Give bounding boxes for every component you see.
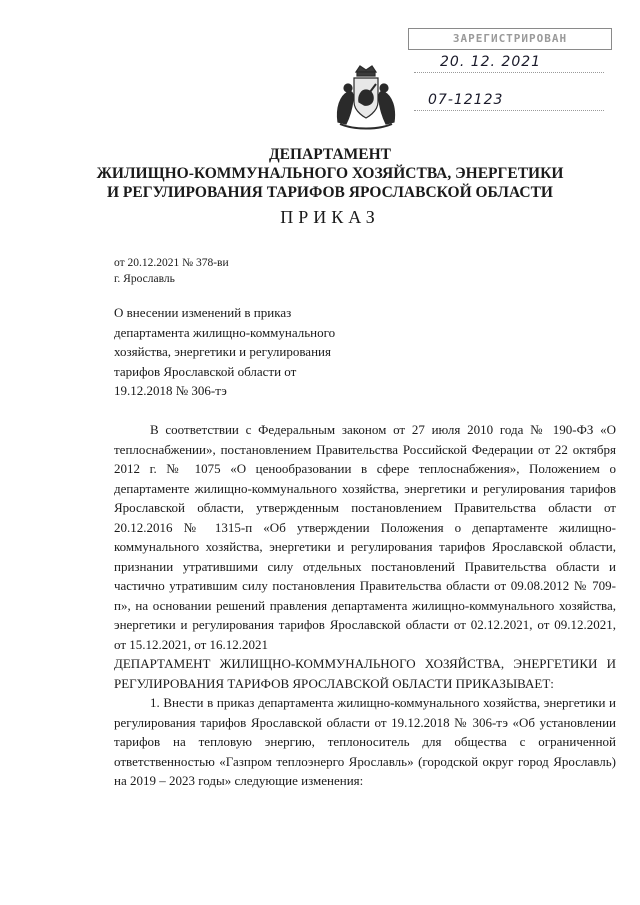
dept-title-line3: И РЕГУЛИРОВАНИЯ ТАРИФОВ ЯРОСЛАВСКОЙ ОБЛАСТИ bbox=[107, 184, 553, 201]
document-body bbox=[114, 420, 616, 791]
registration-stamp bbox=[400, 26, 618, 112]
order-city: г. Ярославль bbox=[114, 273, 175, 285]
stamp-number-line bbox=[414, 110, 604, 111]
document-type-title: ПРИКАЗ bbox=[280, 207, 380, 227]
dept-title-line1: ДЕПАРТАМЕНТ bbox=[268, 146, 392, 163]
stamp-header: ЗАРЕГИСТРИРОВАН bbox=[408, 28, 612, 50]
dept-title-line2: ЖИЛИЩНО-КОММУНАЛЬНОГО ХОЗЯЙСТВА, ЭНЕРГЕТИКИ bbox=[96, 165, 564, 182]
stamp-number: 07-12123 bbox=[428, 92, 504, 108]
order-date-number: от 20.12.2021 № 378-ви bbox=[114, 257, 229, 269]
stamp-date-line bbox=[414, 72, 604, 73]
orders-paragraph: ДЕПАРТАМЕНТ ЖИЛИЩНО-КОММУНАЛЬНОГО ХОЗЯЙСТВА, ЭНЕРГЕТИКИ И РЕГУЛИРОВАНИЯ ТАРИФОВ ЯРОСЛАВСКОЙ ОБЛАСТИ ПРИКАЗЫВАЕТ: bbox=[114, 656, 616, 691]
preamble-paragraph: В соответствии с Федеральным законом от 27 июля 2010 года № 190-ФЗ «О теплоснабжении», постановлением Правительства Российской Федерации от 22 октября 2012 г. № 1075 «О ценообразовании в сфере теплоснабжения», Положением о департаменте жилищно-коммунального хозяйства, энергетики и регулирования тарифов Ярославской области, утвержденным постановлением Правительства области от 20.12.2016 № 1315-п «Об утверждении Положения о департаменте жилищно-коммунального хозяйства, энергетики и регулирования тарифов Ярославской области, признании утратившими силу отдельных постановлений Правительства области и частично утратившим силу постановления Правительства области от 09.08.2012 № 709-п», на основании решений правления департамента жилищно-коммунального хозяйства, энергетики и регулирования тарифов Ярославской области от 02.12.2021, от 09.12.2021, от 15.12.2021, от 16.12.2021 bbox=[114, 422, 616, 652]
stamp-date: 20. 12. 2021 bbox=[440, 54, 542, 70]
order-subject: О внесении изменений в приказ департамента жилищно-коммунального хозяйства, энергетики и регулирования тарифов Ярославской области от 19.12.2018 № 306-тэ bbox=[114, 305, 336, 398]
coat-of-arms-emblem bbox=[330, 62, 402, 134]
item-1-paragraph: 1. Внести в приказ департамента жилищно-коммунального хозяйства, энергетики и регулирования тарифов Ярославской области от 19.12.2018 № 306-тэ «Об установлении тарифов на тепловую энергию, теплоноситель для общества с ограниченной ответственностью «Газпром теплоэнерго Ярославль» (городской округ город Ярославль) на 2019 – 2023 годы» следующие изменения: bbox=[114, 695, 616, 788]
